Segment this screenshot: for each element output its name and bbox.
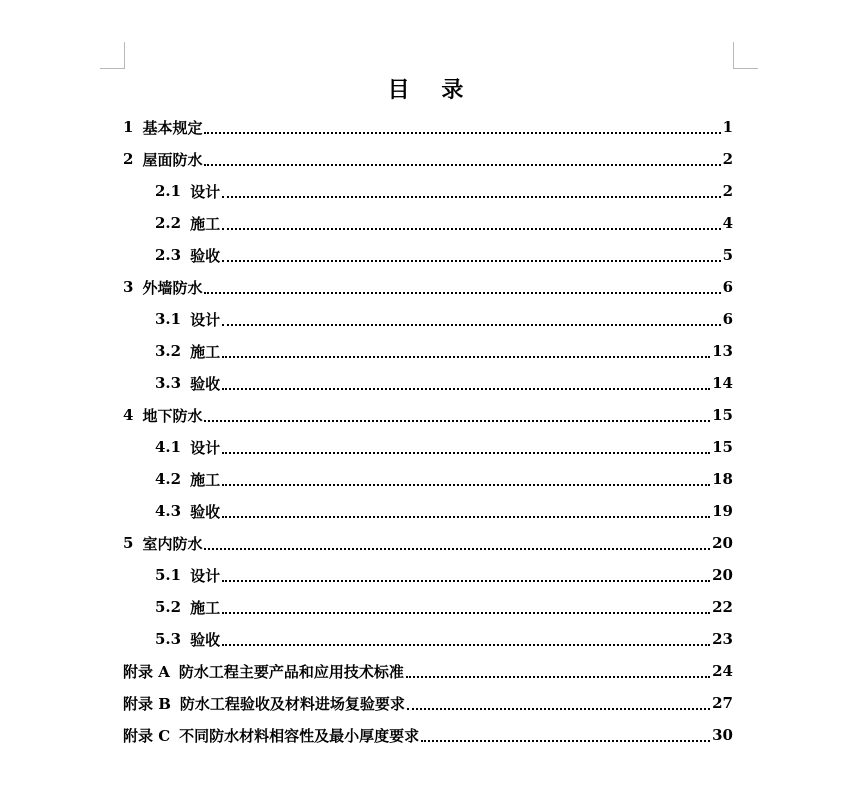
toc-entry-page: 13 [712, 342, 733, 360]
toc-entry[interactable] [123, 207, 733, 239]
toc-entry-page: 4 [722, 214, 733, 232]
toc-entry[interactable] [123, 175, 733, 207]
page-corner-mark-top-right [733, 42, 758, 69]
toc-entry-label: 屋面防水 [142, 150, 203, 169]
toc-entry-label: 防水工程验收及材料进场复验要求 [179, 694, 405, 713]
toc-entry-number: 4.3 [155, 502, 182, 520]
page-corner-mark-top-left [100, 42, 125, 69]
toc-entry[interactable] [123, 655, 733, 687]
toc-entry-label: 室内防水 [142, 534, 203, 553]
toc-entry-number: 5.2 [155, 598, 182, 616]
toc-dot-leader [222, 612, 710, 614]
toc-entry-label: 不同防水材料相容性及最小厚度要求 [179, 726, 420, 745]
toc-entry-label: 地下防水 [142, 406, 203, 425]
toc-entry-label: 施工 [190, 598, 221, 617]
toc-dot-leader [406, 676, 710, 678]
toc-entry-label: 施工 [190, 342, 221, 361]
toc-dot-leader [222, 228, 720, 230]
toc-entry-page: 2 [722, 182, 733, 200]
toc-entry-label: 防水工程主要产品和应用技术标准 [178, 662, 404, 681]
toc-entry-number: 2.2 [155, 214, 182, 232]
toc-entry-number: 3.2 [155, 342, 182, 360]
toc-dot-leader [222, 644, 710, 646]
toc-entry-number: 4.1 [155, 438, 182, 456]
toc-entry[interactable] [123, 143, 733, 175]
toc-entry-number: 3.1 [155, 310, 182, 328]
toc-entry[interactable] [123, 431, 733, 463]
toc-entry-number: 4 [123, 406, 134, 424]
toc-entry-label: 设计 [190, 566, 221, 585]
toc-entry-page: 22 [712, 598, 733, 616]
toc-entry-number: 5.3 [155, 630, 182, 648]
toc-entry[interactable] [123, 623, 733, 655]
toc-entry[interactable] [123, 335, 733, 367]
toc-entry-page: 30 [712, 726, 733, 744]
toc-entry-label: 验收 [190, 502, 221, 521]
toc-list [123, 111, 733, 751]
toc-entry[interactable] [123, 367, 733, 399]
toc-entry-number: 3.3 [155, 374, 182, 392]
toc-dot-leader [204, 132, 720, 134]
toc-dot-leader [204, 548, 710, 550]
toc-entry-label: 施工 [190, 214, 221, 233]
toc-entry-number: 5 [123, 534, 134, 552]
toc-entry[interactable] [123, 463, 733, 495]
toc-entry-label: 基本规定 [142, 118, 203, 137]
toc-entry-label: 设计 [190, 310, 221, 329]
toc-entry[interactable] [123, 527, 733, 559]
toc-dot-leader [222, 196, 720, 198]
toc-dot-leader [407, 708, 710, 710]
toc-entry[interactable] [123, 271, 733, 303]
toc-entry-page: 1 [722, 118, 733, 136]
toc-entry-label: 施工 [190, 470, 221, 489]
toc-entry[interactable] [123, 591, 733, 623]
toc-entry[interactable] [123, 111, 733, 143]
toc-dot-leader [222, 452, 710, 454]
toc-entry-page: 20 [712, 566, 733, 584]
toc-entry-page: 6 [722, 278, 733, 296]
toc-entry-label: 验收 [190, 246, 221, 265]
toc-entry[interactable] [123, 495, 733, 527]
toc-dot-leader [222, 324, 720, 326]
toc-dot-leader [222, 516, 710, 518]
toc-dot-leader [204, 420, 710, 422]
toc-entry-page: 14 [712, 374, 733, 392]
toc-entry-number: 2.1 [155, 182, 182, 200]
toc-dot-leader [421, 740, 710, 742]
toc-dot-leader [222, 260, 720, 262]
toc-entry-label: 设计 [190, 438, 221, 457]
toc-entry-page: 2 [722, 150, 733, 168]
toc-entry-page: 5 [722, 246, 733, 264]
toc-entry-number: 附录 B [123, 694, 171, 713]
toc-entry-number: 2 [123, 150, 134, 168]
toc-entry-number: 1 [123, 118, 134, 136]
toc-dot-leader [204, 292, 720, 294]
toc-title: 目 录 [387, 77, 476, 103]
toc-entry-page: 15 [712, 438, 733, 456]
toc-entry-number: 5.1 [155, 566, 182, 584]
toc-entry-page: 18 [712, 470, 733, 488]
toc-dot-leader [204, 164, 720, 166]
toc-entry-number: 2.3 [155, 246, 182, 264]
toc-entry-label: 设计 [190, 182, 221, 201]
toc-entry-number: 附录 A [123, 662, 170, 681]
toc-dot-leader [222, 580, 710, 582]
toc-entry[interactable] [123, 399, 733, 431]
toc-entry[interactable] [123, 687, 733, 719]
toc-entry-label: 外墙防水 [142, 278, 203, 297]
toc-dot-leader [222, 388, 710, 390]
toc-entry-number: 3 [123, 278, 134, 296]
toc-entry-page: 15 [712, 406, 733, 424]
toc-entry[interactable] [123, 303, 733, 335]
toc-entry[interactable] [123, 719, 733, 751]
toc-entry-number: 4.2 [155, 470, 182, 488]
toc-entry[interactable] [123, 559, 733, 591]
toc-entry-page: 19 [712, 502, 733, 520]
toc-entry[interactable] [123, 239, 733, 271]
toc-dot-leader [222, 484, 710, 486]
toc-entry-page: 27 [712, 694, 733, 712]
toc-entry-page: 23 [712, 630, 733, 648]
toc-entry-page: 6 [722, 310, 733, 328]
toc-entry-label: 验收 [190, 630, 221, 649]
toc-entry-label: 验收 [190, 374, 221, 393]
toc-entry-page: 24 [712, 662, 733, 680]
toc-entry-page: 20 [712, 534, 733, 552]
toc-dot-leader [222, 356, 710, 358]
toc-entry-number: 附录 C [123, 726, 171, 745]
